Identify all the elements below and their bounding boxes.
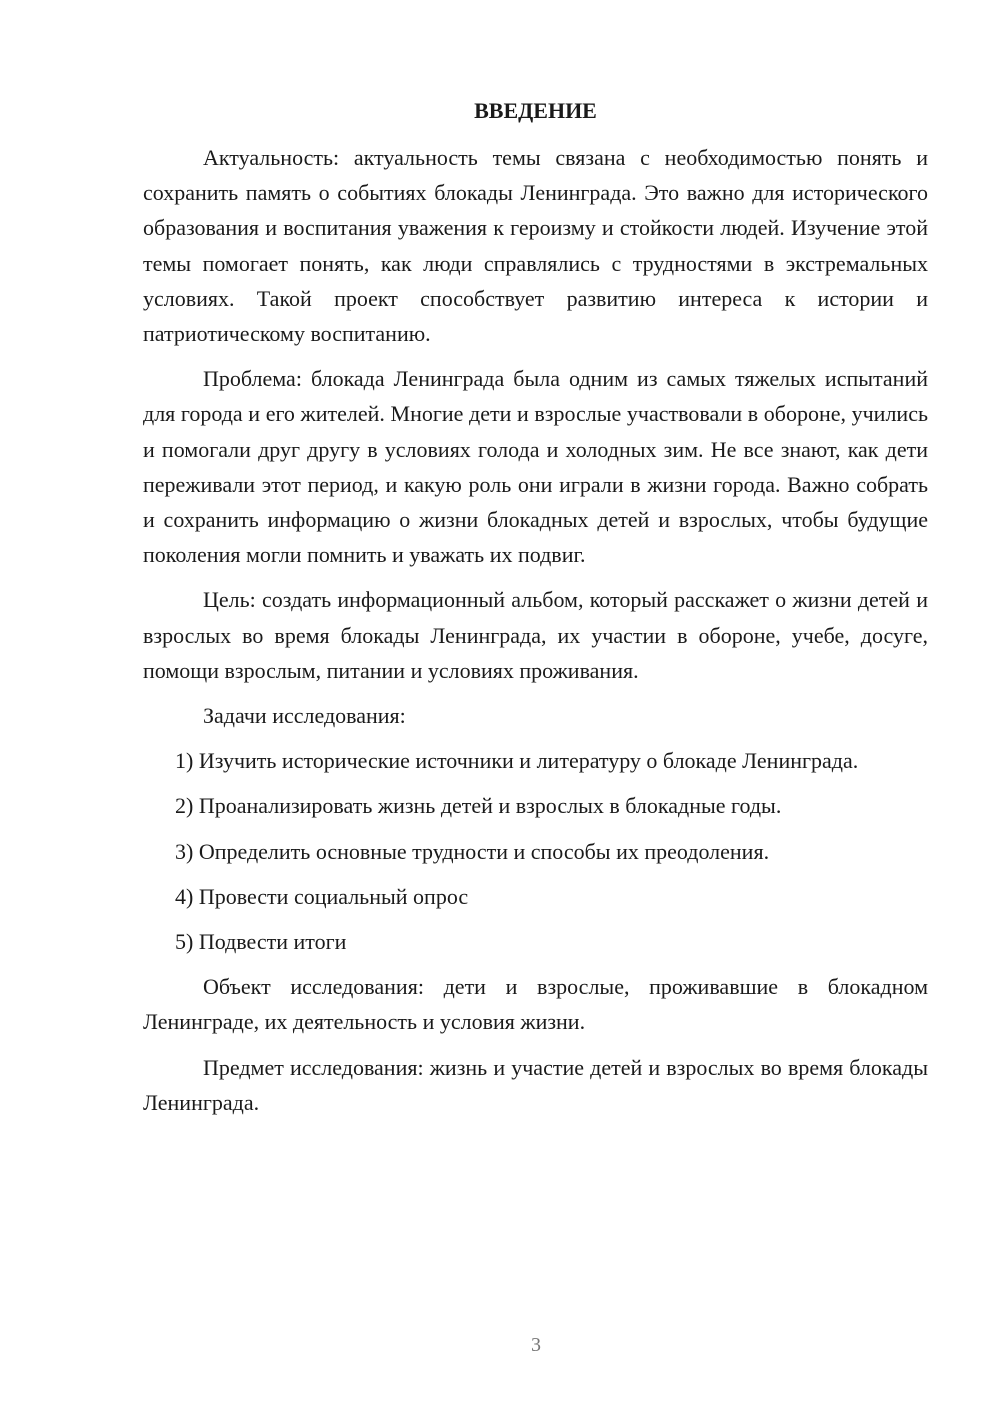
tasks-label: Задачи исследования: [203, 703, 406, 729]
paragraph-relevance: Актуальность: актуальность темы связана с необходимостью понять и сохранить память о событиях блокады Ленинграда. Это важно для исторического образования и воспитания уважения к героизму и стойкости людей. Изучение этой темы помогает понять, как люди справлялись с трудностями в экстремальных условиях. Такой проект способствует развитию интереса к истории и патриотическому воспитанию. [143, 145, 928, 347]
task-item-4: 4) Провести социальный опрос [175, 883, 469, 909]
task-item-1: 1) Изучить исторические источники и литературу о блокаде Ленинграда. [175, 748, 859, 774]
paragraph-problem: Проблема: блокада Ленинграда была одним из самых тяжелых испытаний для города и его жителей. Многие дети и взрослые участвовали в обороне, учились и помогали друг другу в условиях голода и холодных зим. Не все знают, как дети переживали этот период, и какую роль они играли в жизни города. Важно собрать и сохранить информацию о жизни блокадных детей и взрослых, чтобы будущие поколения могли помнить и уважать их подвиг. [143, 366, 928, 568]
task-item-3: 3) Определить основные трудности и способы их преодоления. [175, 838, 770, 864]
paragraph-object: Объект исследования: дети и взрослые, проживавшие в блокадном Ленинграде, их деятельность и условия жизни. [143, 974, 928, 1035]
paragraph-goal: Цель: создать информационный альбом, который расскажет о жизни детей и взрослых во время блокады Ленинграда, их участии в обороне, учебе, досуге, помощи взрослым, питании и условиях проживания. [143, 587, 928, 683]
task-item-2: 2) Проанализировать жизнь детей и взрослых в блокадные годы. [175, 793, 782, 819]
task-item-5: 5) Подвести итоги [175, 929, 347, 955]
page-content [143, 96, 928, 1130]
page-number: 3 [531, 1334, 541, 1356]
paragraph-subject: Предмет исследования: жизнь и участие детей и взрослых во время блокады Ленинграда. [143, 1054, 928, 1115]
page-title: ВВЕДЕНИЕ [474, 98, 597, 123]
